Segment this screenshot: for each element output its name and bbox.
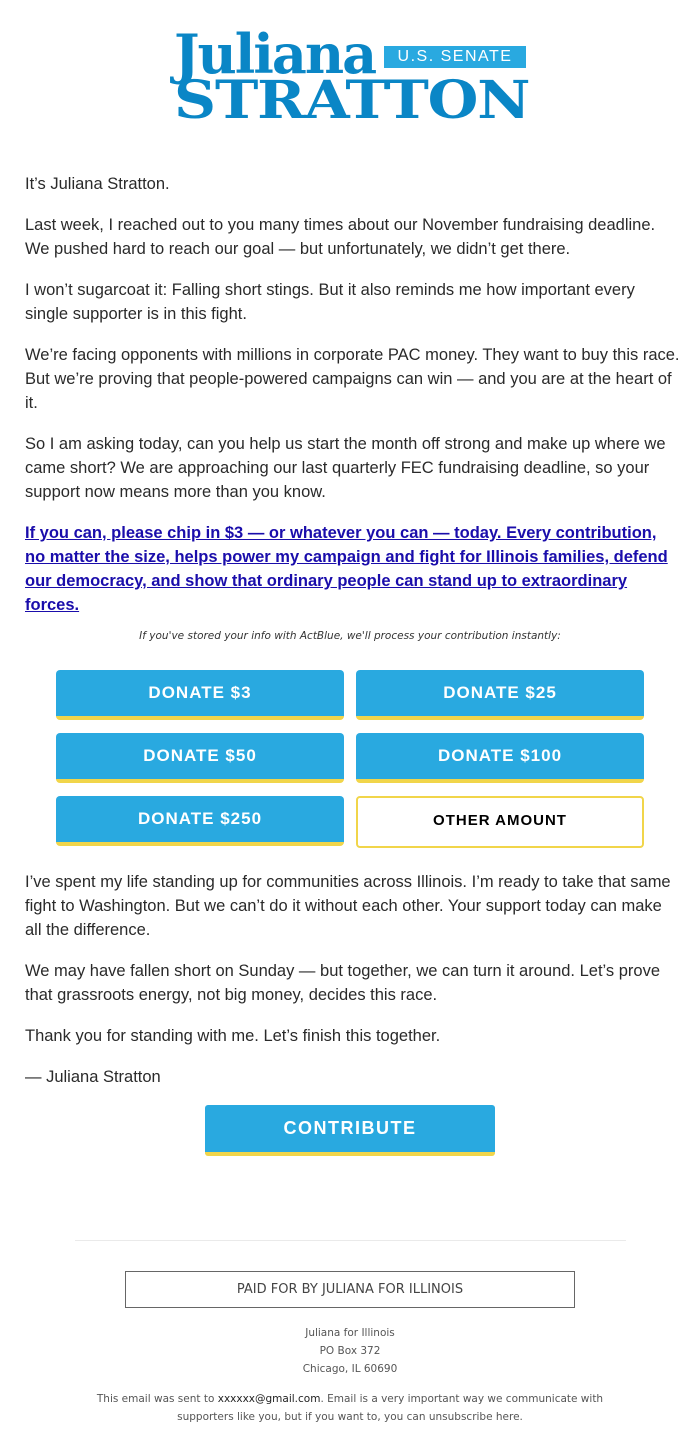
paragraph: I’ve spent my life standing up for communities across Illinois. I’m ready to take that same fight to Washington. But we can’t do it without each other. Your support today can make all the difference. [25, 873, 671, 939]
paragraph: Thank you for standing with me. Let’s finish this together. [25, 1027, 441, 1045]
address-line: PO Box 372 [319, 1345, 381, 1357]
email-body-closing [25, 870, 680, 1106]
donate-50-button[interactable]: DONATE $50 [56, 733, 344, 783]
logo-last-name: STRATTON [174, 70, 530, 131]
signature: — Juliana Stratton [25, 1068, 161, 1086]
address-line: Chicago, IL 60690 [302, 1363, 398, 1375]
contribute-button[interactable]: CONTRIBUTE [205, 1105, 495, 1156]
actblue-note: If you've stored your info with ActBlue, we'll process your contribution instantly: [139, 630, 561, 642]
donate-ask-link[interactable]: If you can, please chip in $3 — or whatever you can — today. Every contribution, no matter the size, helps power my campaign and fight for Illinois families, defend our democracy, and show that ordinary people can stand up to extraordinary forces. [25, 524, 668, 614]
donate-3-button[interactable]: DONATE $3 [56, 670, 344, 720]
paragraph: I won’t sugarcoat it: Falling short stings. But it also reminds me how important every single supporter is in this fight. [25, 281, 635, 323]
paragraph: It’s Juliana Stratton. [25, 175, 170, 193]
donate-100-button[interactable]: DONATE $100 [356, 733, 644, 783]
donate-25-button[interactable]: DONATE $25 [356, 670, 644, 720]
divider [75, 1240, 626, 1241]
unsubscribe-text[interactable]: . Email is a very important way we communicate with supporters like you, but if you want to, you can unsubscribe here. [177, 1393, 604, 1423]
address-line: Juliana for Illinois [305, 1327, 395, 1339]
footer-note [90, 1390, 610, 1426]
mailing-address [0, 1324, 700, 1378]
donate-250-button[interactable]: DONATE $250 [56, 796, 344, 846]
email-body [25, 172, 680, 634]
logo-tag: U.S. SENATE [384, 46, 526, 68]
paragraph: Last week, I reached out to you many times about our November fundraising deadline. We pushed hard to reach our goal — but unfortunately, we didn’t get there. [25, 216, 656, 258]
paragraph: So I am asking today, can you help us start the month off strong and make up where we came short? We are approaching our last quarterly FEC fundraising deadline, so your support now means more than you know. [25, 435, 666, 501]
paid-for-disclaimer: PAID FOR BY JULIANA FOR ILLINOIS [125, 1271, 575, 1308]
other-amount-button[interactable]: OTHER AMOUNT [356, 796, 644, 848]
logo [174, 22, 530, 131]
sent-prefix: This email was sent to [96, 1393, 218, 1405]
recipient-email: xxxxxx@gmail.com [217, 1393, 321, 1405]
paragraph: We may have fallen short on Sunday — but together, we can turn it around. Let’s prove that grassroots energy, not big money, decides this race. [25, 962, 661, 1004]
logo-first-name: Juliana [174, 22, 376, 86]
paragraph: We’re facing opponents with millions in corporate PAC money. They want to buy this race. But we’re proving that people-powered campaigns can win — and you are at the heart of it. [25, 346, 680, 412]
